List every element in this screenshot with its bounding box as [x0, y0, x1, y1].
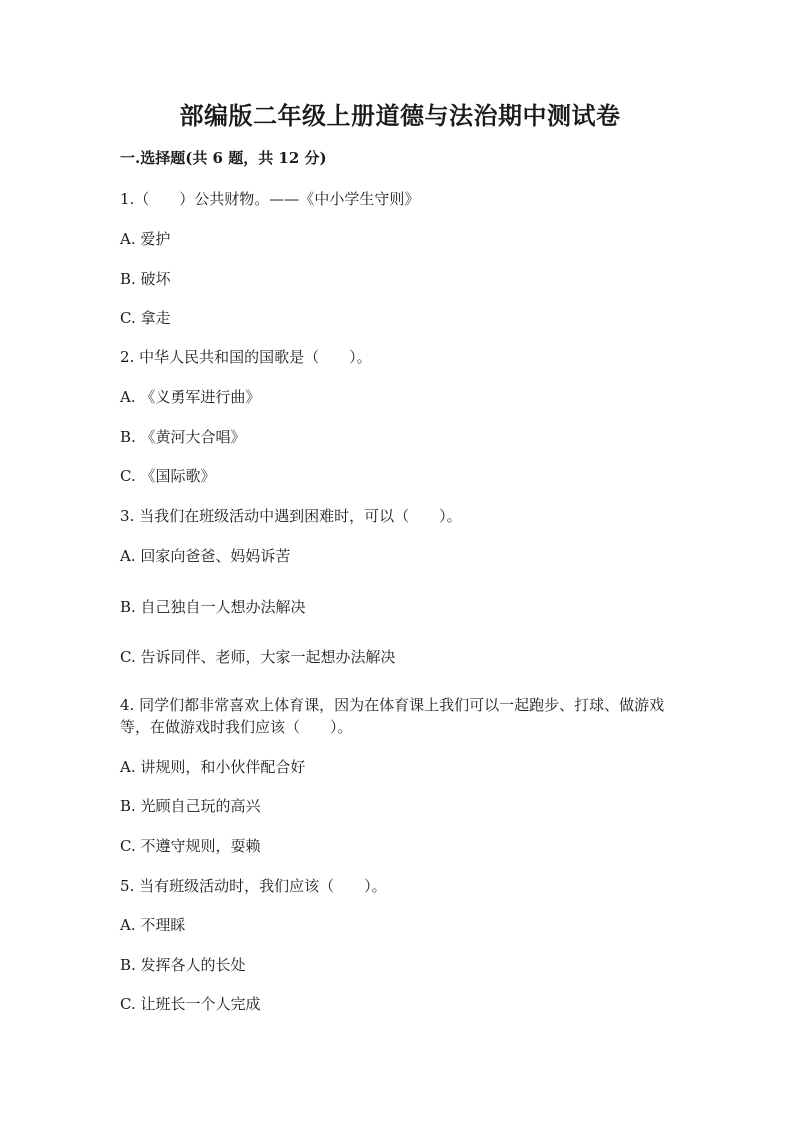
- question-3-stem: 3. 当我们在班级活动中遇到困难时，可以（ ）。: [120, 507, 462, 525]
- question-5-stem: 5. 当有班级活动时，我们应该（ ）。: [120, 877, 387, 895]
- question-4-option-a: A. 讲规则，和小伙伴配合好: [120, 758, 306, 776]
- page-title: 部编版二年级上册道德与法治期中测试卷: [179, 101, 621, 130]
- question-4-stem: 4. 同学们都非常喜欢上体育课，因为在体育课上我们可以一起跑步、打球、做游戏等，在做游戏时我们应该（ ）。: [120, 696, 665, 736]
- question-4-option-c: C. 不遵守规则，耍赖: [120, 837, 261, 855]
- question-2-stem: 2. 中华人民共和国的国歌是（ ）。: [120, 348, 372, 366]
- question-4-option-b: B. 光顾自己玩的高兴: [120, 797, 261, 815]
- question-3-option-c: C. 告诉同伴、老师，大家一起想办法解决: [120, 648, 396, 666]
- question-1-stem: 1.（ ）公共财物。——《中小学生守则》: [120, 190, 420, 208]
- question-5-option-a: A. 不理睬: [120, 916, 186, 934]
- question-1-option-a: A. 爱护: [120, 230, 171, 248]
- question-2-option-c: C. 《国际歌》: [120, 467, 216, 485]
- question-3-option-b: B. 自己独自一人想办法解决: [120, 598, 306, 616]
- question-2-option-a: A. 《义勇军进行曲》: [120, 388, 261, 406]
- question-3-option-a: A. 回家向爸爸、妈妈诉苦: [120, 547, 291, 565]
- question-1-option-b: B. 破坏: [120, 270, 171, 288]
- question-1-option-c: C. 拿走: [120, 309, 171, 327]
- question-5-option-c: C. 让班长一个人完成: [120, 995, 261, 1013]
- question-5-option-b: B. 发挥各人的长处: [120, 956, 246, 974]
- question-2-option-b: B. 《黄河大合唱》: [120, 428, 246, 446]
- section-heading: 一.选择题(共 6 题，共 12 分): [120, 149, 327, 167]
